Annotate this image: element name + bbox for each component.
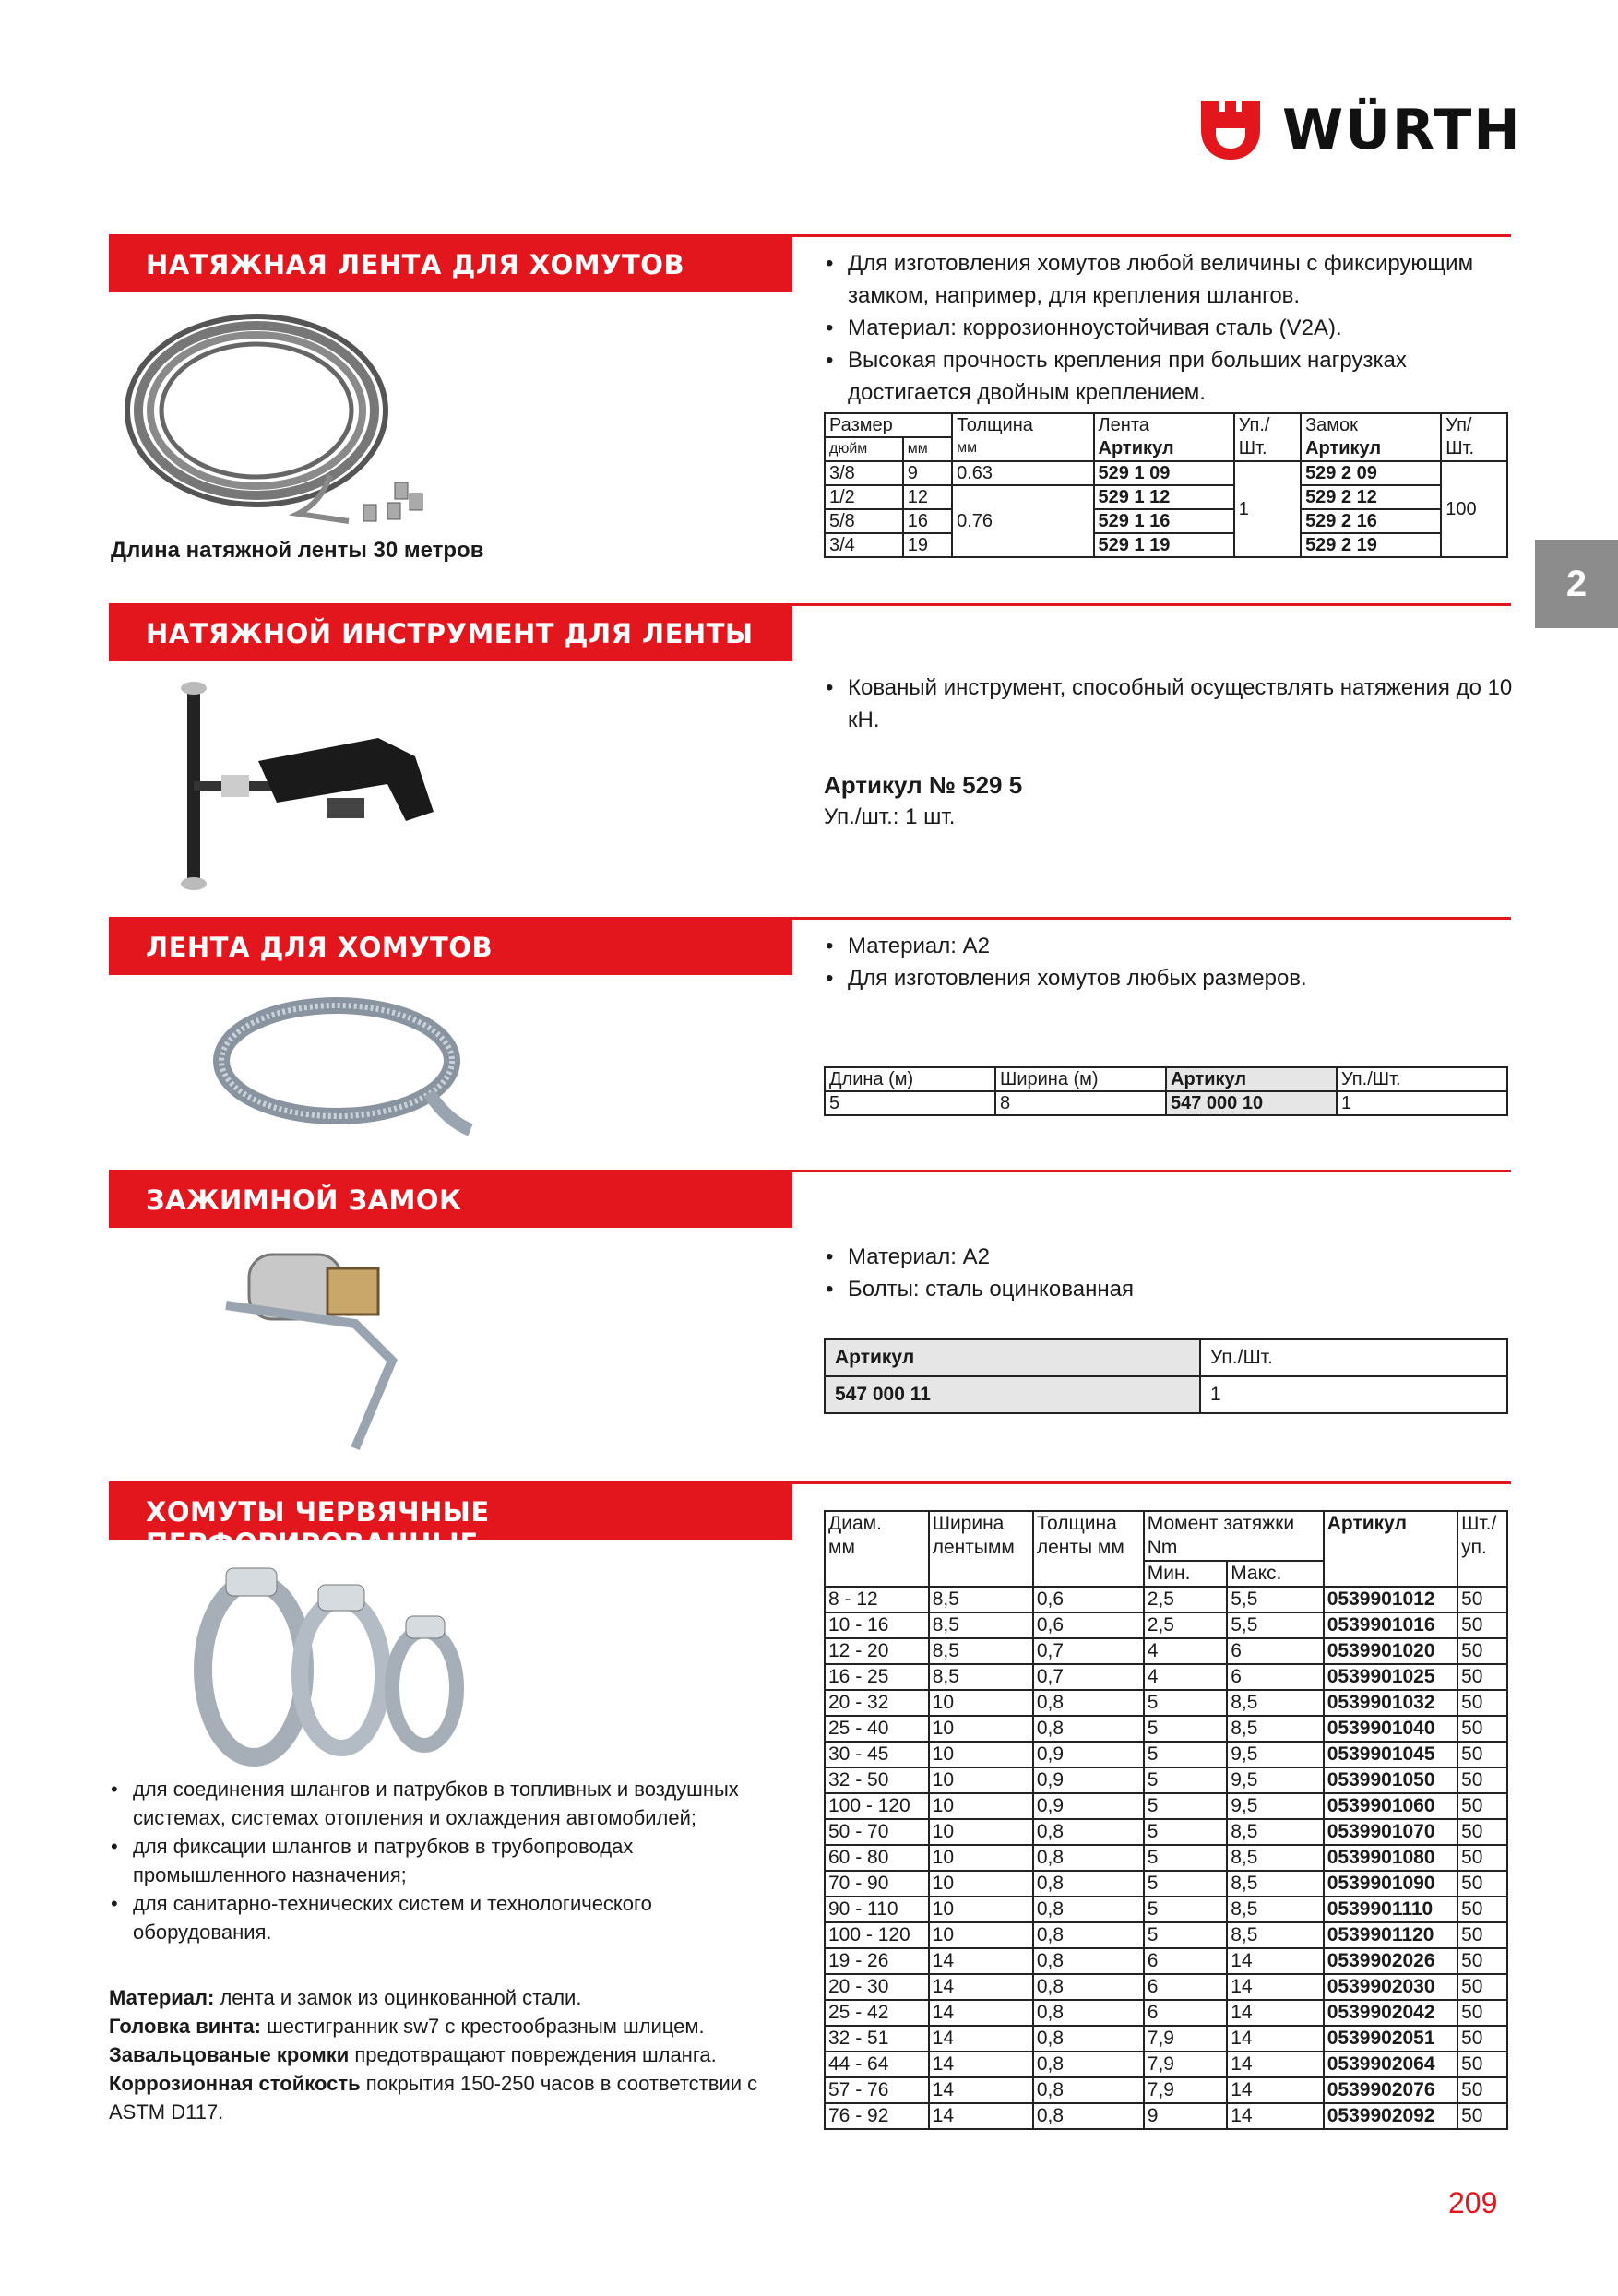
article-cell: 529 1 09: [1094, 461, 1234, 485]
cell: 50: [1457, 2026, 1507, 2052]
cell: 20 - 30: [825, 1974, 929, 2000]
cell: 100 - 120: [825, 1793, 929, 1819]
cell: 50: [1457, 1819, 1507, 1845]
cell: 14: [1227, 1974, 1324, 2000]
cell: 10: [929, 1897, 1033, 1922]
cell: 50: [1457, 1638, 1507, 1664]
article-cell: 0539901050: [1324, 1767, 1457, 1793]
cell: 50: [1457, 1948, 1507, 1974]
cell: 9,5: [1227, 1793, 1324, 1819]
cell: 19 - 26: [825, 1948, 929, 1974]
cell: 5: [1144, 1716, 1227, 1742]
cell: 5: [1144, 1897, 1227, 1922]
table-row: [825, 1690, 1507, 1716]
table-row: [825, 533, 1507, 557]
article-cell: 0539901025: [1324, 1664, 1457, 1690]
bullet-item: • для санитарно-технических систем и технологического оборудования.: [109, 1889, 791, 1946]
cell: 9: [903, 461, 952, 485]
section-rule: [792, 1481, 1511, 1484]
cell: 50: [1457, 1664, 1507, 1690]
cell: 10: [929, 1716, 1033, 1742]
header-cell: Уп./: [1234, 413, 1301, 437]
article-cell: 529 2 16: [1301, 509, 1441, 533]
tool-pack: Уп./шт.: 1 шт.: [824, 804, 956, 829]
cell: 14: [929, 1974, 1033, 2000]
article-cell: 529 1 12: [1094, 485, 1234, 509]
cell: 10: [929, 1767, 1033, 1793]
article-cell: 0539901012: [1324, 1587, 1457, 1612]
cell: 14: [929, 2026, 1033, 2052]
cell: 0,9: [1033, 1767, 1144, 1793]
cell: 50: [1457, 2052, 1507, 2077]
cell: 12 - 20: [825, 1638, 929, 1664]
header-cell: Лента: [1094, 413, 1234, 437]
cell: 1: [1234, 461, 1301, 557]
cell: 8,5: [1227, 1690, 1324, 1716]
cell: 8,5: [1227, 1819, 1324, 1845]
cell: 14: [929, 1948, 1033, 1974]
bullet-item: • Для изготовления хомутов любой величины с фиксирующим замком, например, для крепления шлангов.: [824, 247, 1525, 312]
cell: 6: [1144, 2000, 1227, 2026]
cell: 50 - 70: [825, 1819, 929, 1845]
section-rule: [792, 1170, 1511, 1172]
header-cell: Ширина (м): [995, 1067, 1166, 1091]
cell: 10: [929, 1871, 1033, 1897]
header-cell: Шт.: [1234, 437, 1301, 461]
table-row: [825, 1664, 1507, 1690]
table-row: [825, 1819, 1507, 1845]
cell: 14: [929, 2077, 1033, 2103]
header-cell: Артикул: [1324, 1511, 1457, 1587]
cell: 5: [1144, 1793, 1227, 1819]
section-header-clamp-lock: [109, 1170, 792, 1228]
worm-clamps-image: [189, 1550, 494, 1776]
article-cell: 0539901020: [1324, 1638, 1457, 1664]
chapter-tab[interactable]: 2: [1535, 540, 1618, 628]
cell: 25 - 40: [825, 1716, 929, 1742]
band-length-caption: Длина натяжной ленты 30 метров: [111, 538, 484, 563]
article-cell: 0539901032: [1324, 1690, 1457, 1716]
cell: 50: [1457, 1793, 1507, 1819]
cell: 7,9: [1144, 2077, 1227, 2103]
cell: 8,5: [929, 1587, 1033, 1612]
cell: 1: [1337, 1091, 1507, 1115]
cell: 0.76: [952, 485, 1093, 557]
cell: 3/8: [825, 461, 903, 485]
cell: 2,5: [1144, 1612, 1227, 1638]
header-cell: дюйм: [825, 437, 903, 461]
cell: 0,7: [1033, 1638, 1144, 1664]
cell: 3/4: [825, 533, 903, 557]
cell: 5,5: [1227, 1612, 1324, 1638]
section4-bullets: [824, 1241, 1525, 1305]
cell: 5,5: [1227, 1587, 1324, 1612]
cell: 10: [929, 1922, 1033, 1948]
bullet-item: • для соединения шлангов и патрубков в топливных и воздушных системах, системах отопления и охлаждения автомобилей;: [109, 1775, 791, 1832]
cell: 0.63: [952, 461, 1093, 485]
header-cell: мм: [903, 437, 952, 461]
cell: 50: [1457, 1974, 1507, 2000]
cell: 6: [1144, 1974, 1227, 2000]
cell: 0,8: [1033, 2000, 1144, 2026]
bullet-item: • Для изготовления хомутов любых размеров.: [824, 962, 1525, 994]
cell: 8,5: [1227, 1871, 1324, 1897]
table-row: [825, 1742, 1507, 1767]
cell: 90 - 110: [825, 1897, 929, 1922]
section1-bullets: [824, 247, 1525, 409]
cell: 50: [1457, 1716, 1507, 1742]
article-cell: 0539902051: [1324, 2026, 1457, 2052]
table-row: [825, 1897, 1507, 1922]
cell: 50: [1457, 1871, 1507, 1897]
cell: 10: [929, 1742, 1033, 1767]
article-cell: 0539901016: [1324, 1612, 1457, 1638]
cell: 50: [1457, 1587, 1507, 1612]
cell: 14: [929, 2103, 1033, 2129]
header-cell: Замок: [1301, 413, 1441, 437]
table-row: [825, 1871, 1507, 1897]
wurth-logo-mark: [1197, 97, 1264, 163]
article-cell: 0539901080: [1324, 1845, 1457, 1871]
cell: 0,6: [1033, 1587, 1144, 1612]
header-cell: Ширина лентымм: [929, 1511, 1033, 1587]
bullet-item: • Материал: А2: [824, 1241, 1525, 1273]
header-cell: Артикул: [1094, 437, 1234, 461]
cell: 14: [929, 2000, 1033, 2026]
cell: 57 - 76: [825, 2077, 929, 2103]
table-row: [825, 1922, 1507, 1948]
table-row: [825, 2077, 1507, 2103]
cell: 6: [1227, 1638, 1324, 1664]
cell: 4: [1144, 1664, 1227, 1690]
header-cell: Артикул: [825, 1339, 1200, 1376]
cell: 6: [1227, 1664, 1324, 1690]
cell: 5: [1144, 1690, 1227, 1716]
cell: 76 - 92: [825, 2103, 929, 2129]
cell: 50: [1457, 1612, 1507, 1638]
article-cell: 529 2 12: [1301, 485, 1441, 509]
cell: 0,8: [1033, 1690, 1144, 1716]
table-row: [825, 1638, 1507, 1664]
cell: 50: [1457, 1742, 1507, 1767]
tension-tool-image: [129, 673, 452, 899]
cell: 25 - 42: [825, 2000, 929, 2026]
bullet-item: • Кованый инструмент, способный осуществлять натяжения до 10 кН.: [824, 672, 1525, 736]
section5-bullets: [109, 1775, 791, 1946]
cell: 6: [1144, 1948, 1227, 1974]
cell: 10: [929, 1845, 1033, 1871]
header-cell: Уп/: [1441, 413, 1507, 437]
cell: 5: [1144, 1767, 1227, 1793]
cell: 10: [929, 1819, 1033, 1845]
detail-rolled-edges: Завальцованые кромки предотвращают повреждения шланга.: [109, 2043, 717, 2066]
cell: 5: [1144, 1845, 1227, 1871]
cell: 2,5: [1144, 1587, 1227, 1612]
cell: 0,8: [1033, 1974, 1144, 2000]
table-row: [825, 509, 1507, 533]
section-header-tension-tool: [109, 603, 792, 661]
cell: 0,8: [1033, 1922, 1144, 1948]
article-cell: 0539901070: [1324, 1819, 1457, 1845]
header-cell: Артикул: [1301, 437, 1441, 461]
cell: 0,8: [1033, 1897, 1144, 1922]
cell: 14: [1227, 2026, 1324, 2052]
cell: 8 - 12: [825, 1587, 929, 1612]
cell: 8,5: [1227, 1716, 1324, 1742]
cell: 5: [1144, 1922, 1227, 1948]
table-row: [825, 2052, 1507, 2077]
article-cell: 529 2 09: [1301, 461, 1441, 485]
bullet-item: • Болты: сталь оцинкованная: [824, 1273, 1525, 1305]
cell: 8,5: [929, 1612, 1033, 1638]
cell: 10: [929, 1690, 1033, 1716]
header-cell: Уп./Шт.: [1337, 1067, 1507, 1091]
cell: 9,5: [1227, 1767, 1324, 1793]
cell: 14: [1227, 2052, 1324, 2077]
worm-clamps-table: [824, 1510, 1508, 2130]
cell: 30 - 45: [825, 1742, 929, 1767]
cell: 0,8: [1033, 1819, 1144, 1845]
cell: 0,8: [1033, 1716, 1144, 1742]
article-cell: 0539902042: [1324, 2000, 1457, 2026]
cell: 19: [903, 533, 952, 557]
header-cell: Мин.: [1144, 1561, 1227, 1587]
cell: 8,5: [929, 1664, 1033, 1690]
cell: 9: [1144, 2103, 1227, 2129]
cell: 8,5: [929, 1638, 1033, 1664]
cell: 0,8: [1033, 2052, 1144, 2077]
cell: 50: [1457, 2077, 1507, 2103]
article-cell: 0539901060: [1324, 1793, 1457, 1819]
cell: 0,8: [1033, 2026, 1144, 2052]
header-cell: Толщина: [952, 413, 1093, 437]
cell: 100 - 120: [825, 1922, 929, 1948]
article-cell: 0539901120: [1324, 1922, 1457, 1948]
article-cell: 529 1 16: [1094, 509, 1234, 533]
page-number: 209: [1448, 2186, 1498, 2219]
article-cell: 0539902076: [1324, 2077, 1457, 2103]
cell: 16: [903, 509, 952, 533]
wurth-logo: [1197, 97, 1264, 168]
article-cell: 0539901090: [1324, 1871, 1457, 1897]
cell: 14: [1227, 2077, 1324, 2103]
article-cell: 529 1 19: [1094, 533, 1234, 557]
cell: 5: [1144, 1871, 1227, 1897]
cell: 8: [995, 1091, 1166, 1115]
section-title: ЗАЖИМНОЙ ЗАМОК: [146, 1184, 462, 1216]
table-row: [825, 1376, 1507, 1413]
cell: 20 - 32: [825, 1690, 929, 1716]
band-table: [824, 1066, 1508, 1116]
article-cell: 0539901045: [1324, 1742, 1457, 1767]
article-cell: 0539901040: [1324, 1716, 1457, 1742]
header-cell: Шт.: [1441, 437, 1507, 461]
cell: 50: [1457, 2000, 1507, 2026]
cell: 14: [1227, 2103, 1324, 2129]
bullet-item: • для фиксации шлангов и патрубков в трубопроводах промышленного назначения;: [109, 1832, 791, 1889]
cell: 32 - 51: [825, 2026, 929, 2052]
table-row: [825, 485, 1507, 509]
cell: 50: [1457, 1897, 1507, 1922]
cell: 5: [1144, 1742, 1227, 1767]
article-cell: 529 2 19: [1301, 533, 1441, 557]
cell: 0,8: [1033, 1948, 1144, 1974]
cell: 44 - 64: [825, 2052, 929, 2077]
detail-corrosion: Коррозионная стойкость покрытия 150-250 часов в соответствии с ASTM D117.: [109, 2072, 758, 2124]
cell: 0,6: [1033, 1612, 1144, 1638]
cell: 60 - 80: [825, 1845, 929, 1871]
cell: 100: [1441, 461, 1507, 557]
cell: 50: [1457, 1767, 1507, 1793]
bullet-item: • Материал: А2: [824, 930, 1525, 962]
header-cell: Длина (м): [825, 1067, 995, 1091]
clamp-lock-image: [208, 1241, 447, 1467]
cell: 0,9: [1033, 1742, 1144, 1767]
cell: 8,5: [1227, 1897, 1324, 1922]
cell: 0,8: [1033, 1845, 1144, 1871]
header-cell: Уп./Шт.: [1200, 1339, 1507, 1376]
cell: 1: [1200, 1376, 1507, 1413]
cell: 14: [1227, 1948, 1324, 1974]
section2-bullets: [824, 672, 1525, 736]
cell: 50: [1457, 1922, 1507, 1948]
article-cell: 0539901110: [1324, 1897, 1457, 1922]
section-rule: [792, 917, 1511, 920]
table-row: [825, 2000, 1507, 2026]
cell: 50: [1457, 2103, 1507, 2129]
article-cell: 0539902026: [1324, 1948, 1457, 1974]
cell: 50: [1457, 1690, 1507, 1716]
header-cell: Толщина ленты мм: [1033, 1511, 1144, 1587]
band-spec-table: [824, 412, 1508, 558]
header-cell: Размер: [825, 413, 952, 437]
table-row: [825, 1845, 1507, 1871]
clamp-lock-table: [824, 1338, 1508, 1414]
section-rule: [792, 603, 1511, 606]
cell: 0,8: [1033, 2077, 1144, 2103]
cell: 1/2: [825, 485, 903, 509]
cell: 50: [1457, 1845, 1507, 1871]
cell: 32 - 50: [825, 1767, 929, 1793]
cell: 10 - 16: [825, 1612, 929, 1638]
table-row: [825, 1587, 1507, 1612]
cell: 14: [1227, 2000, 1324, 2026]
worm-clamp-details: [109, 1983, 801, 2126]
coil-band-image: [118, 309, 432, 540]
cell: 14: [929, 2052, 1033, 2077]
cell: 0,9: [1033, 1793, 1144, 1819]
article-cell: 547 000 10: [1166, 1091, 1337, 1115]
table-row: [825, 461, 1507, 485]
section-rule: [792, 234, 1511, 237]
header-cell: Макс.: [1227, 1561, 1324, 1587]
cell: 10: [929, 1793, 1033, 1819]
table-row: [825, 2026, 1507, 2052]
tool-article: Артикул № 529 5: [824, 771, 1023, 799]
cell: 70 - 90: [825, 1871, 929, 1897]
table-row: [825, 1716, 1507, 1742]
section3-bullets: [824, 930, 1525, 994]
perforated-band-image: [208, 992, 484, 1144]
cell: 0,7: [1033, 1664, 1144, 1690]
table-row: [825, 1612, 1507, 1638]
table-row: [825, 1974, 1507, 2000]
detail-material: Материал: лента и замок из оцинкованной стали.: [109, 1986, 582, 2009]
section-title: ЛЕНТА ДЛЯ ХОМУТОВ: [146, 932, 494, 963]
table-row: [825, 1793, 1507, 1819]
cell: 8,5: [1227, 1922, 1324, 1948]
table-row: [825, 1948, 1507, 1974]
detail-screw-head: Головка винта: шестигранник sw7 с крестообразным шлицем.: [109, 2015, 705, 2038]
header-cell: Шт./ уп.: [1457, 1511, 1507, 1587]
cell: 5: [1144, 1819, 1227, 1845]
wurth-logo-text: WÜRTH: [1282, 98, 1522, 162]
bullet-item: • Материал: коррозионноустойчивая сталь (V2A).: [824, 312, 1525, 344]
header-cell: Момент затяжки Nm: [1144, 1511, 1324, 1561]
section-header-tension-band: [109, 234, 792, 292]
header-cell: Артикул: [1166, 1067, 1337, 1091]
header-cell: мм: [952, 437, 1093, 461]
section-title: НАТЯЖНОЙ ИНСТРУМЕНТ ДЛЯ ЛЕНТЫ: [146, 618, 754, 649]
header-cell: Диам. мм: [825, 1511, 929, 1587]
cell: 4: [1144, 1638, 1227, 1664]
bullet-item: • Высокая прочность крепления при больших нагрузках достигается двойным креплением.: [824, 344, 1525, 409]
cell: 0,8: [1033, 1871, 1144, 1897]
section-header-worm-clamps: [109, 1481, 792, 1559]
table-row: [825, 2103, 1507, 2129]
section-title: ХОМУТЫ ЧЕРВЯЧНЫЕ ПЕРФОРИРОВАННЫЕ: [146, 1496, 490, 1559]
cell: 16 - 25: [825, 1664, 929, 1690]
cell: 5: [825, 1091, 995, 1115]
section-header-band: [109, 917, 792, 975]
cell: 7,9: [1144, 2052, 1227, 2077]
table-row: [825, 1091, 1507, 1115]
section-title: НАТЯЖНАЯ ЛЕНТА ДЛЯ ХОМУТОВ: [146, 249, 685, 280]
cell: 9,5: [1227, 1742, 1324, 1767]
cell: 8,5: [1227, 1845, 1324, 1871]
cell: 7,9: [1144, 2026, 1227, 2052]
article-cell: 0539902030: [1324, 1974, 1457, 2000]
article-cell: 0539902092: [1324, 2103, 1457, 2129]
cell: 5/8: [825, 509, 903, 533]
table-row: [825, 1767, 1507, 1793]
article-cell: 0539902064: [1324, 2052, 1457, 2077]
article-cell: 547 000 11: [825, 1376, 1200, 1413]
cell: 0,8: [1033, 2103, 1144, 2129]
cell: 12: [903, 485, 952, 509]
